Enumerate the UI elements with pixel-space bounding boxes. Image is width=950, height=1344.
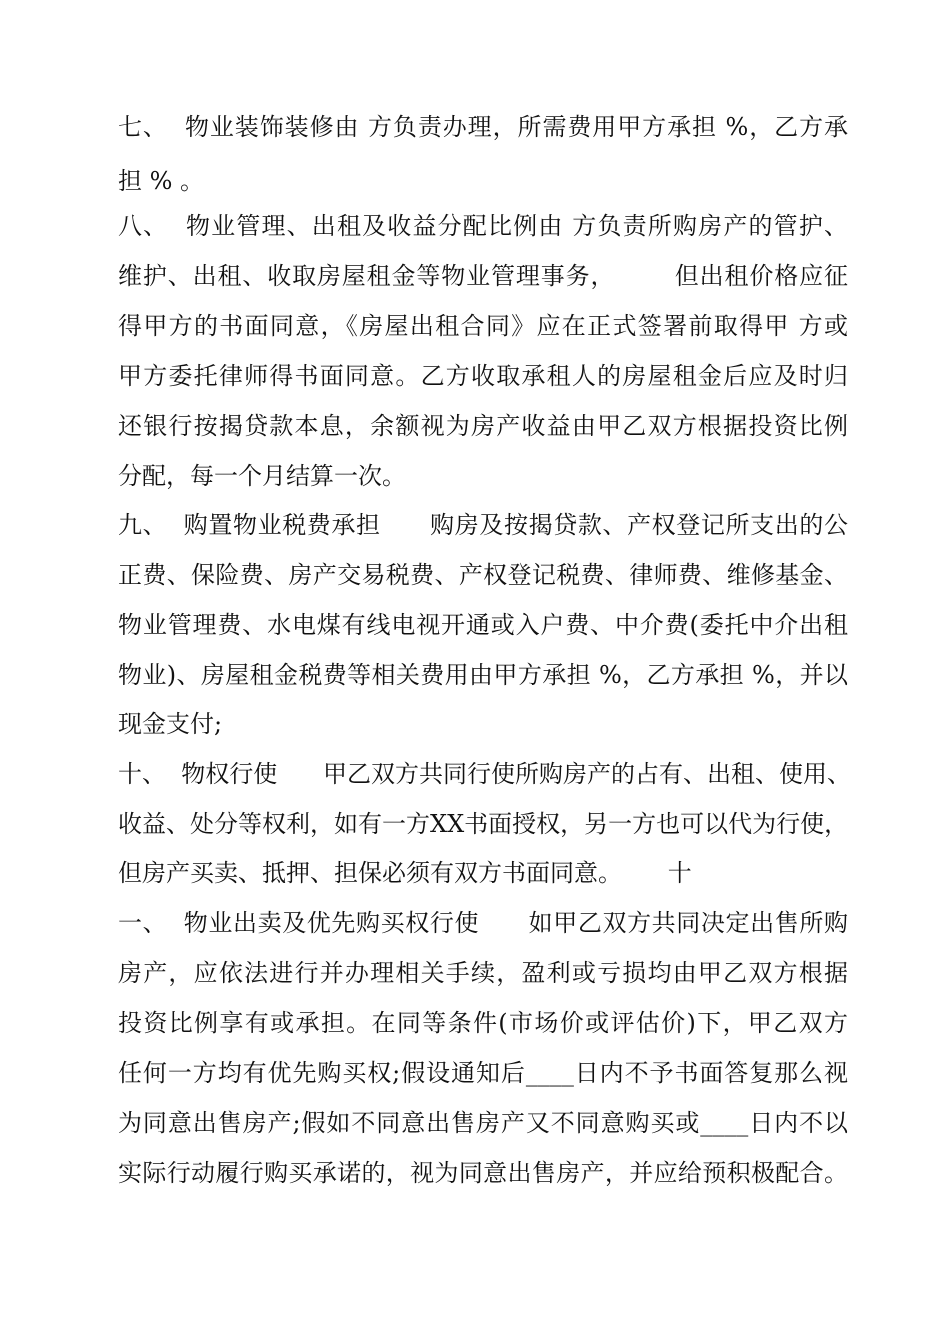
text-line: 十、 物权行使 甲乙双方共同行使所购房产的占有、出租、使用、: [118, 760, 852, 788]
text-line: 甲方委托律师得书面同意。乙方收取承租人的房屋租金后应及时归: [118, 362, 848, 390]
text-line: 为同意出售房产;假如不同意出售房产又不同意购买或____日内不以: [118, 1109, 848, 1137]
text-line: 投资比例享有或承担。在同等条件(市场价或评估价)下，甲乙双方: [118, 1009, 848, 1037]
text-line: 房产，应依法进行并办理相关手续，盈利或亏损均由甲乙双方根据: [118, 959, 848, 987]
text-line: 实际行动履行购买承诺的，视为同意出售房产，并应给预积极配合。: [118, 1159, 848, 1187]
text-line: 收益、处分等权利，如有一方XX书面授权，另一方也可以代为行使，: [118, 810, 849, 838]
text-line: 现金支付;: [118, 710, 223, 738]
text-line: 七、 物业装饰装修由 方负责办理，所需费用甲方承担 %，乙方承: [118, 113, 848, 141]
text-line: 得甲方的书面同意，《房屋出租合同》应在正式签署前取得甲 方或: [118, 312, 848, 340]
text-line: 八、 物业管理、出租及收益分配比例由 方负责所购房产的管护、: [118, 212, 848, 240]
text-line: 还银行按揭贷款本息，余额视为房产收益由甲乙双方根据投资比例: [118, 412, 848, 440]
text-line: 物业管理费、水电煤有线电视开通或入户费、中介费(委托中介出租: [118, 611, 848, 639]
text-line: 九、 购置物业税费承担 购房及按揭贷款、产权登记所支出的公: [118, 511, 848, 539]
text-line: 分配，每一个月结算一次。: [118, 462, 406, 490]
text-line: 但房产买卖、抵押、担保必须有双方书面同意。 十: [118, 859, 692, 887]
text-line: 任何一方均有优先购买权;假设通知后____日内不予书面答复那么视: [118, 1059, 848, 1087]
text-line: 维护、出租、收取房屋租金等物业管理事务， 但出租价格应征: [118, 262, 848, 290]
text-line: 担 % 。: [118, 167, 205, 195]
text-line: 一、 物业出卖及优先购买权行使 如甲乙双方共同决定出售所购: [118, 909, 848, 937]
text-line: 正费、保险费、房产交易税费、产权登记税费、律师费、维修基金、: [118, 561, 848, 589]
text-line: 物业)、房屋租金税费等相关费用由甲方承担 %，乙方承担 %，并以: [118, 661, 848, 689]
